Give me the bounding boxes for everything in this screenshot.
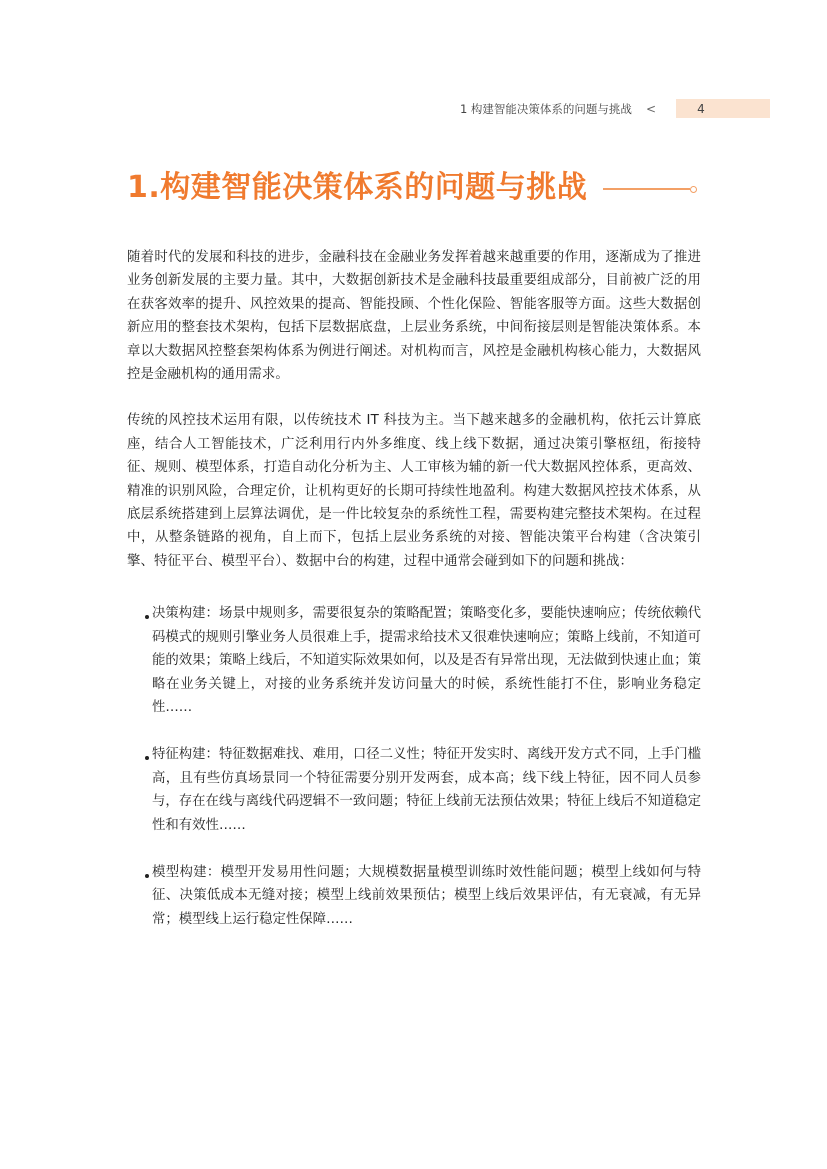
paragraph: 传统的风控技术运用有限，以传统技术 IT 科技为主。当下越来越多的金融机构，依托云计算底座，结合人工智能技术，广泛利用行内外多维度、线上线下数据，通过决策引擎枢纽，衔接特征、规则、模型体系，打造自动化分析为主、人工审核为辅的新一代大数据风控体系，更高效、精准的识别风险，合理定价，让机构更好的长期可持续性地盈利。构建大数据风控技术体系，从底层系统搭建到上层算法调优，是一件比较复杂的系统性工程，需要构建完整技术架构。在过程中，从整条链路的视角，自上而下，包括上层业务系统的对接、智能决策平台构建（含决策引擎、特征平台、模型平台）、数据中台的构建，过程中通常会碰到如下的问题和挑战： — [127, 413, 701, 569]
list-item-text: 模型构建：模型开发易用性问题；大规模数据量模型训练时效性能问题；模型上线如何与特征、决策低成本无缝对接；模型上线前效果预估；模型上线后效果评估，有无衰减，有无异常；模型线上运行稳定性保障…… — [152, 864, 701, 927]
list-item — [127, 602, 701, 719]
chevron-left-icon: < — [645, 101, 656, 116]
body-content — [127, 246, 701, 931]
list-item — [127, 861, 701, 931]
page-number: 4 — [676, 99, 770, 118]
bullet-icon — [145, 874, 149, 878]
bullet-list — [127, 602, 701, 931]
decor-ring-icon — [690, 186, 697, 193]
list-item — [127, 743, 701, 837]
section-title: 1.构建智能决策体系的问题与挑战 — [127, 170, 588, 205]
decor-line — [603, 188, 690, 190]
bullet-icon — [145, 615, 149, 619]
section-heading — [127, 168, 697, 208]
paragraph: 随着时代的发展和科技的进步，金融科技在金融业务发挥着越来越重要的作用，逐渐成为了推进业务创新发展的主要力量。其中，大数据创新技术是金融科技最重要组成部分，目前被广泛的用在获客效率的提升、风控效果的提高、智能投顾、个性化保险、智能客服等方面。这些大数据创新应用的整套技术架构，包括下层数据底盘，上层业务系统，中间衔接层则是智能决策体系。本章以大数据风控整套架构体系为例进行阐述。对机构而言，风控是金融机构核心能力，大数据风控是金融机构的通用需求。 — [127, 250, 701, 383]
running-header — [460, 99, 770, 118]
list-item-text: 决策构建：场景中规则多，需要很复杂的策略配置；策略变化多，要能快速响应；传统依赖代码模式的规则引擎业务人员很难上手，提需求给技术又很难快速响应；策略上线前，不知道可能的效果；策略上线后，不知道实际效果如何，以及是否有异常出现，无法做到快速止血；策略在业务关键上，对接的业务系统并发访问量大的时候，系统性能打不住，影响业务稳定性…… — [152, 606, 702, 715]
bullet-icon — [145, 756, 149, 760]
title-decoration — [603, 186, 697, 193]
list-item-text: 特征构建：特征数据难找、难用，口径二义性；特征开发实时、离线开发方式不同，上手门槛高，且有些仿真场景同一个特征需要分别开发两套，成本高；线下线上特征，因不同人员参与，存在在线与离线代码逻辑不一致问题；特征上线前无法预估效果；特征上线后不知道稳定性和有效性…… — [152, 747, 702, 833]
header-chapter-title: 1 构建智能决策体系的问题与挑战 — [459, 101, 632, 116]
